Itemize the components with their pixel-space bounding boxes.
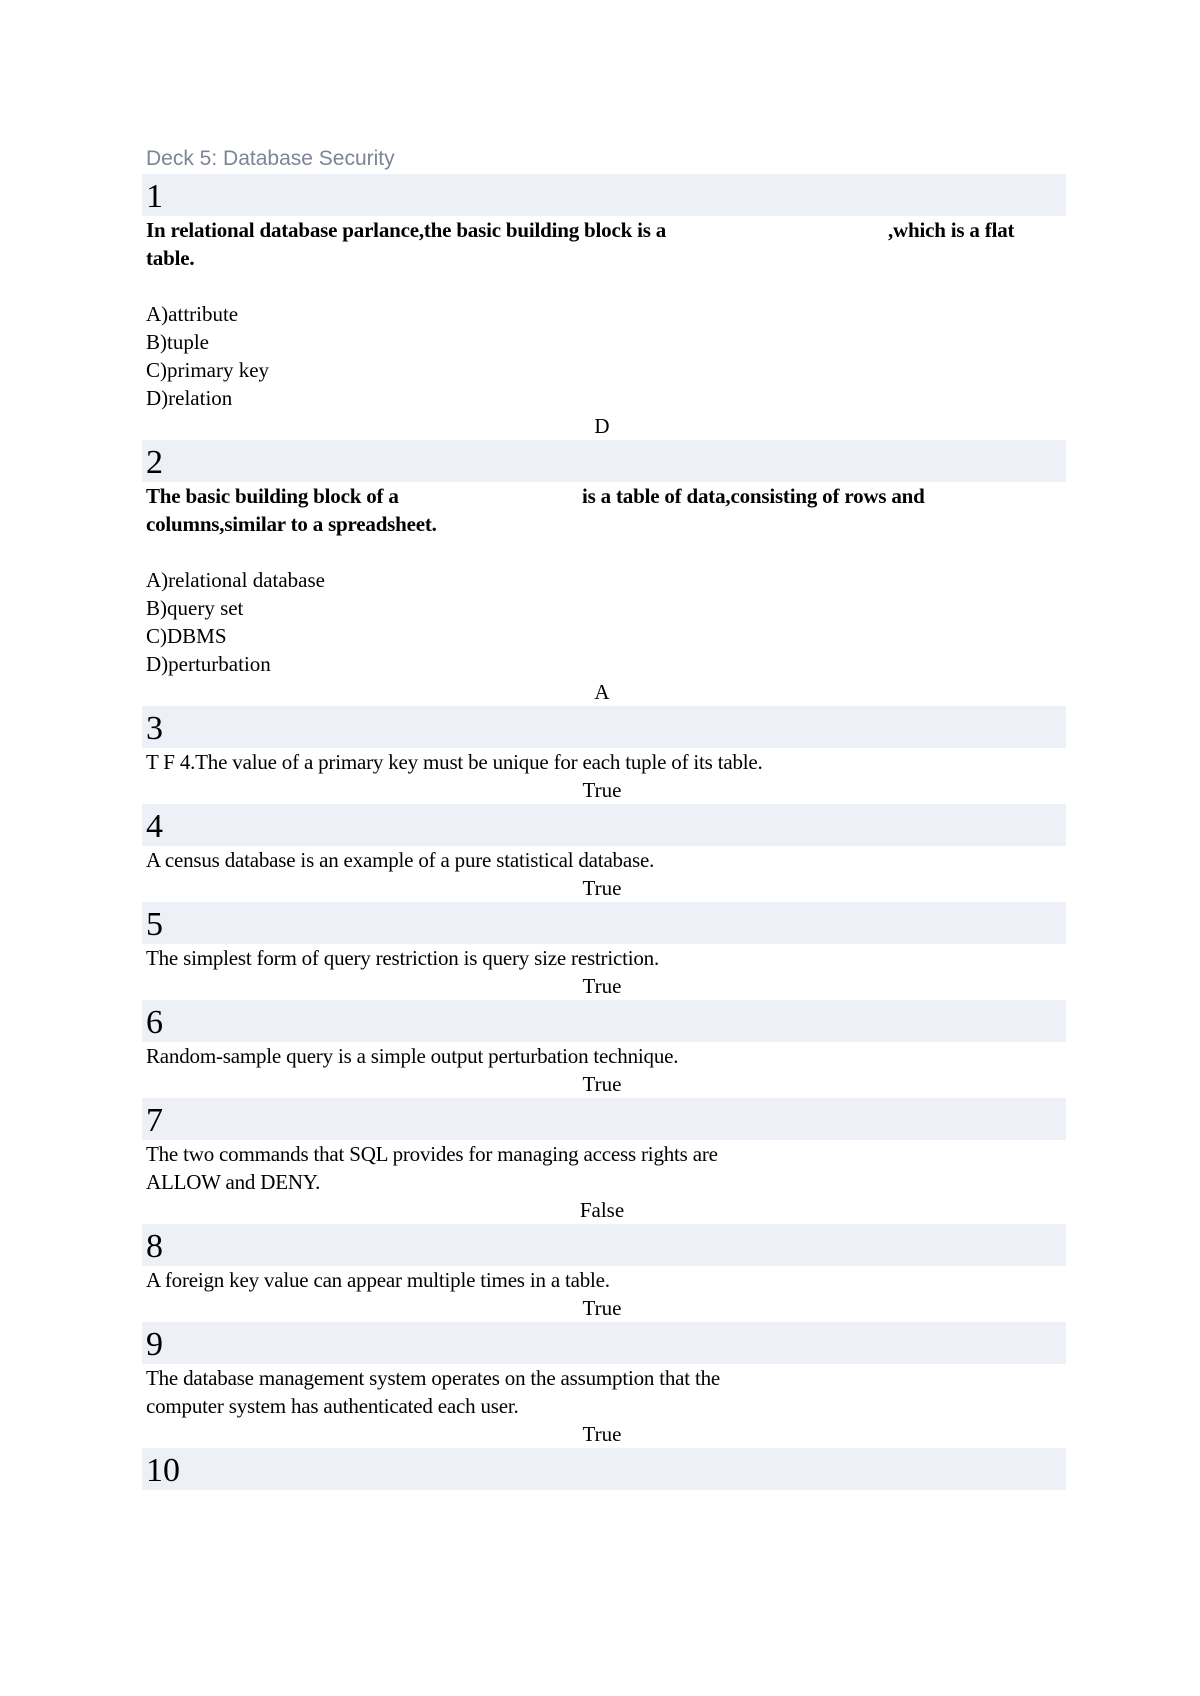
card-9 [142,1322,1066,1448]
question-line [146,510,1066,538]
card-8 [142,1224,1066,1322]
question-text: Random-sample query is a simple output perturbation technique. [146,1044,679,1068]
card-number-band [142,1224,1066,1266]
card-number-band [142,706,1066,748]
answer [142,1420,1066,1448]
answer [142,1294,1066,1322]
card-10 [142,1448,1066,1490]
question-line [146,216,1066,244]
option-d: D)relation [146,386,233,410]
card-number-band [142,174,1066,216]
card-number: 6 [146,1004,163,1041]
card-number: 1 [146,178,163,215]
card-number-band [142,1448,1066,1490]
card-number: 2 [146,444,163,481]
card-3 [142,706,1066,804]
card-number-band [142,440,1066,482]
card-number-band [142,804,1066,846]
option-b: B)tuple [146,330,209,354]
card-number: 7 [146,1102,163,1139]
question-text: computer system has authenticated each user. [146,1394,519,1418]
option-a: A)attribute [146,302,239,326]
card-1 [142,174,1066,440]
card-7 [142,1098,1066,1224]
card-number: 9 [146,1326,163,1363]
card-number-band [142,1098,1066,1140]
question-text: ALLOW and DENY. [146,1170,321,1194]
question-text: columns,similar to a spreadsheet. [146,512,437,536]
card-2 [142,440,1066,706]
flashcard-list [142,144,1066,1490]
answer [142,972,1066,1000]
answer-text: True [582,876,622,900]
option-c: C)DBMS [146,624,227,648]
answer [142,874,1066,902]
card-number-band [142,1000,1066,1042]
option-a: A)relational database [146,568,325,592]
answer-text: True [582,974,622,998]
question-text: The two commands that SQL provides for managing access rights are [146,1142,718,1166]
answer-text: False [579,1198,625,1222]
answer-text: True [582,1072,622,1096]
question-text: T F 4.The value of a primary key must be unique for each tuple of its table. [146,750,763,774]
answer-text: True [582,1296,622,1320]
answer-text: A [594,680,610,704]
answer [142,678,1066,706]
answer-text: True [582,778,622,802]
question-text: is a table of data,consisting of rows and [582,484,925,508]
option-c: C)primary key [146,358,270,382]
card-number: 3 [146,710,163,747]
answer [142,412,1066,440]
question-text: The database management system operates on the assumption that the [146,1366,721,1390]
options-list [146,566,1066,678]
answer [142,1070,1066,1098]
question-text: A foreign key value can appear multiple times in a table. [146,1268,610,1292]
answer [142,1196,1066,1224]
answer-text: D [594,414,610,438]
question-text: ,which is a flat [888,218,1015,242]
answer-text: True [582,1422,622,1446]
question-text: The basic building block of a [146,484,399,508]
card-number-band [142,902,1066,944]
question-text: The simplest form of query restriction is query size restriction. [146,946,660,970]
card-number: 5 [146,906,163,943]
question-text: A census database is an example of a pure statistical database. [146,848,655,872]
card-5 [142,902,1066,1000]
question-text: table. [146,246,195,270]
card-number: 10 [146,1452,180,1489]
deck-title: Deck 5: Database Security [146,147,395,170]
card-number: 4 [146,808,163,845]
card-number-band [142,1322,1066,1364]
card-number: 8 [146,1228,163,1265]
question-line [146,482,1066,510]
card-4 [142,804,1066,902]
answer [142,776,1066,804]
question-text: In relational database parlance,the basic building block is a [146,218,667,242]
option-d: D)perturbation [146,652,271,676]
options-list [146,300,1066,412]
card-6 [142,1000,1066,1098]
option-b: B)query set [146,596,244,620]
question-line [146,244,1066,272]
